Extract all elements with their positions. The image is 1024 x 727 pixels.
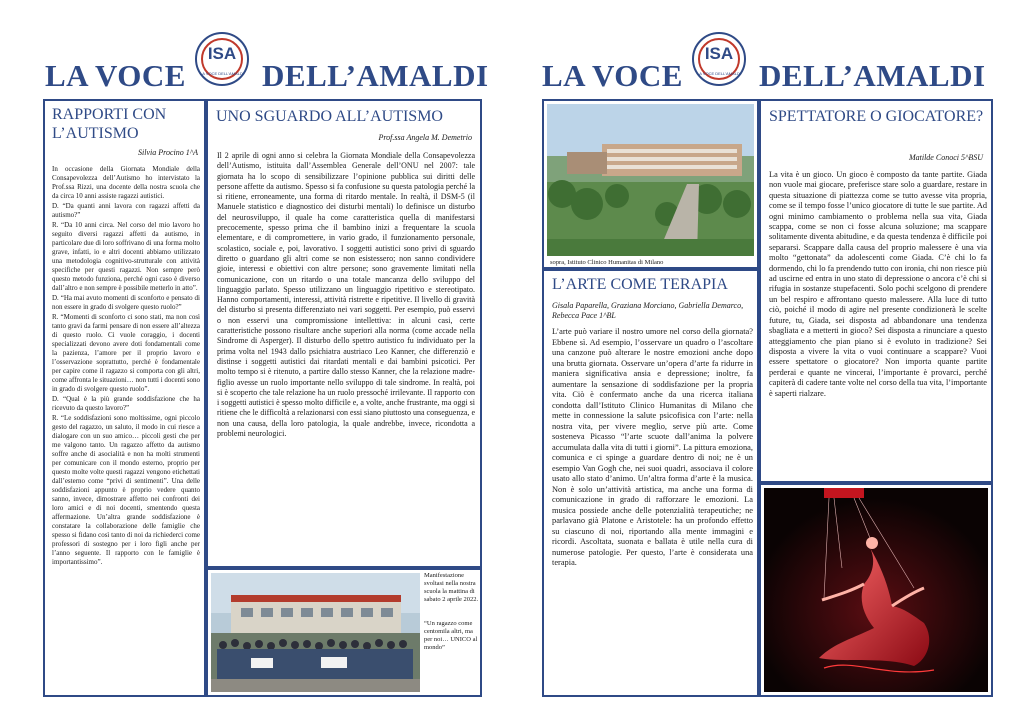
masthead-right-title: DELL’AMALDI [262,58,489,93]
hospital-photo [547,104,754,256]
logo-monogram: ISA [704,44,734,63]
logo-tagline: LA VOCE DELL'AMALDI [200,71,244,76]
article-author: Gisala Paparella, Graziana Morciano, Gabriella Demarco, Rebecca Pace 1^BL [552,301,744,320]
demonstration-photo [211,573,420,692]
paragraph: In occasione della Giornata Mondiale della Consapevolezza dell’Autismo ho intervistato la Prof.ssa Rizzi, una docente della nostra scuola che da circa 10 anni assiste ragazzi autistici. [52,165,200,200]
logo-tagline: LA VOCE DELL'AMALDI [697,71,741,76]
logo [692,32,746,86]
question: D. “Da quanti anni lavora con ragazzi affetti da autismo?” [52,202,200,219]
photo-box-manifestazione [206,568,482,697]
article-title: RAPPORTI CON L’AUTISMO [52,106,167,142]
masthead-right-title: DELL’AMALDI [759,58,986,93]
marionette-dancer-image [764,488,988,692]
article-title: UNO SGUARDO ALL’AUTISMO [216,108,443,125]
article-body [52,165,200,568]
photo-box-dancer [759,483,993,697]
photo-box-humanitas [542,99,759,269]
article-body: La vita è un gioco. Un gioco è composto da tante partite. Giada non vuole mai giocare, preferisce stare solo a guardare, restare in questa situazione di piattezza come se tutto avesse vita propria, come se il tempo fosse l’unico giocatore di tutte le sue partite. Ad ogni minimo cambiamento o problema nella sua vita, Giada scappa, come se non ci fosse alcuna soluzione; ma scappare solitamente diventa abitudine, e da questa tendenza è difficile poi separarsi. Scappare dalla causa del proprio malessere è una via molto “gettonata” da adolescenti come Giada. C’è chi lo fa dormendo, chi lo fa prendendo tutto con ironia, chi non riesce più ad uscirne ed entra in uno stato di depressione o ancora c’è chi si rifugia in sostanze stupefacenti. Solo pochi scelgono di prendere un bel respiro e affrontano questo malessere. Alla luce di tutto ciò, poiché il modo di agire nel presente condizionerà le scelte future, tu, Giada, sei disposta ad abbandonare una tendenza sbagliata e a metterti in gioco? Sei disposta a rinunciare a questo atteggiamento che pian piano si è evoluto in tradizione? Sei disposta a vivere la vita o vuoi continuare a scappare? Vuoi essere spettatore o giocatore? Non importa quante partite perderai e quante ne vincerai, l’importante è provarci, perché capiterà di cadere tante volte nel corso della tua vita, l’importante è saperti rialzare. [769,170,987,398]
article-author: Silvia Procino 1^A [138,148,198,157]
photo-quote: “Un ragazzo come centomila altri, ma per noi… UNICO al mondo” [424,620,478,651]
photo-caption: sopra, Istituto Clinico Humanitas di Milano [550,259,664,266]
answer: R. “Momenti di sconforto ci sono stati, ma non così tanto gravi da farmi pensare di non essere all’altezza di questo ruolo. Ci vuole coraggio, i docenti specializzati devono avere doti fondamentali come la pazienza, l’amore per il proprio lavoro e l’osservazione soprattutto, perché è fondamentale per capire come il ragazzo si comporta con gli altri, come affronta le situazioni… non tutti i docenti sono in grado di svolgere questo ruolo”. [52,313,201,393]
article-box-rapporti [43,99,206,697]
photo-caption: Manifestazione svoltasi nella nostra scuola la mattina di sabato 2 aprile 2022. [424,572,479,603]
article-box-arte [542,269,759,697]
article-body: Il 2 aprile di ogni anno si celebra la Giornata Mondiale della Consapevolezza dell’Autismo, istituita dall’Assemblea Generale dell’ONU nel 2007: tale giornata ha lo scopo di sensibilizzare l’opinione pubblica sui diritti delle persone affette da autismo. Spesso si fa confusione su questa patologia perché la si ritiene, erroneamente, una forma di ritardo mentale. In realtà, il DSM-5 (il Manuele statistico e diagnostico dei disturbi mentali) lo definisce un disturbo del neurosviluppo, il quale ha come caratteristica quella di manifestarsi precocemente, spesso prima che il bambino inizi a frequentare la scuola elementare, e di compromettere, in vario grado, il funzionamento personale, scolastico, sociale e, poi, lavorativo. I soggetti autistici sono privi di sguardo diretto o guardano gli altri come se non esistessero; non sanno condividere gioie, interessi e obiettivi con altre persone; sono gravemente limitati nella comunicazione, con un ritardo o una totale mancanza dello sviluppo del linguaggio parlato. Spesso utilizzano un linguaggio ripetitivo e stereotipato. Hanno comportamenti, interessi, attività ristrette e ripetitive. Il livello di gravità del disturbo si presenta differenziato nei vari soggetti. Per esempio, può esservi o non esservi una compromissione intellettiva: in alcuni casi, certe caratteristiche possono risultare anche superiori alla norma (come accade nella Sindrome di Asperger). Il disturbo dello spettro autistico fu individuato per la prima volta nel 1943 dallo psichiatra austriaco Leo Kanner, che differenziò e distinse i soggetti autistici dai ritardati mentali e dai bambini psicotici. Per molto tempo si è ritenuto, a partire dallo stesso Kanner, che la relazione madre-figlio avesse un ruolo importante nello sviluppo di tale sindrome. In realtà, poi si è scoperto che tale relazione ha un ruolo pressoché irrilevante. Il rapporto con i soggetti autistici è spesso molto difficile e, a volte, anche frustrante, ma oggi si ritiene che le difficoltà a relazionarsi con essi siano piuttosto una conseguenza, e non una causa, della loro patologia, la quale andrebbe, invece, ricondotta a problemi neurologici. [217,151,475,439]
right-page [512,0,1024,727]
article-body: L’arte può variare il nostro umore nel corso della giornata? Ebbene sì. Ad esempio, l’osservare un quadro o l’ascoltare una canzone può alterare le nostre emozioni anche dopo una brutta giornata. Osservare un’opera d’arte fa ridurre in maniera significativa ansia e depressione; inoltre, fa aumentare la sensazione di soddisfazione per la propria vita. Ciò è confermato anche da una ricerca italiana condotta dall’Istituto Clinico Humanitas di Milano che mette in connessione la salute psicofisica con l’arte: nella nostra vita, per vivere meglio, serve più arte. Come sosteneva Picasso “l’arte scuote dall’anima la polvere accumulata dalla vita di tutti i giorni”. La pittura emoziona, comunica e ci spinge a guardare dentro di noi; ne è un esempio Van Gogh che, nei suoi quadri, associava il colore usato allo stato d’animo. Un’altra forma d’arte è la musica. Non è solo un’attività artistica, ma anche una forma di comunicazione in grado di rafforzare le emozioni. La musica possiede anche delle potenzialità terapeutiche; ne parlavano già Platone e Aristotele: ha un profondo effetto su ciascuno di noi, riportando alla mente immagini e ricordi. Ascoltata, suonata e ballata è utile nella cura di numerose patologie. Per questo, l’arte è considerata una terapia. [552,327,753,567]
logo [195,32,249,86]
article-box-spettatore [759,99,993,483]
article-author: Prof.ssa Angela M. Demetrio [378,133,472,142]
article-box-sguardo [206,99,482,568]
article-title: L’ARTE COME TERAPIA [552,276,728,293]
answer: R. “Le soddisfazioni sono moltissime, ogni piccolo gesto del ragazzo, un saluto, il modo in cui riesce a dialogare con un suo amico… piccoli gesti che per me valgono tanto. Un ragazzo affetto da autismo soffre anche di asocialità e non ha molti strumenti per comunicare con il mondo esterno, proprio per questo molte volte questi ragazzi vengono etichettati dall’esterno come “privi di sentimenti”. Una delle soddisfazioni appunto è proprio vedere quanto sanno, invece, dimostrare affetto nei confronti dei loro amici e di noi docenti, smentendo questa affermazione. Un’altra grande soddisfazione è constatare la collaborazione delle famiglie che spesso si fidano così tanto di noi da richiederci come professori di sostegno per i loro figli anche per l’anno seguente. Il rapporto con le famiglie è importantissimo”. [52,414,200,566]
article-author: Matilde Conoci 5^BSU [908,153,983,162]
masthead-left-title: LA VOCE [542,58,683,93]
question: D. “Qual è la più grande soddisfazione che ha ricevuto da questo lavoro?” [52,395,200,412]
logo-monogram: ISA [207,44,237,63]
article-title: SPETTATORE O GIOCATORE? [769,108,984,125]
masthead-left-title: LA VOCE [45,58,186,93]
question: D. “Ha mai avuto momenti di sconforto e pensato di non essere in grado di svolgere questo ruolo?” [52,294,200,311]
answer: R. “Da 10 anni circa. Nel corso del mio lavoro ho seguito diversi ragazzi affetti da autismo, in particolare due di loro soffrivano di una forma molto grave, infatti, io e altri docenti abbiamo utilizzato una metodologia cognitivo-strutturale con attività specifiche per questi ragazzi. Non sempre però questo metodo funziona, perché ogni caso è diverso dall’altro e non sempre è possibile metterlo in atto”. [52,221,200,292]
